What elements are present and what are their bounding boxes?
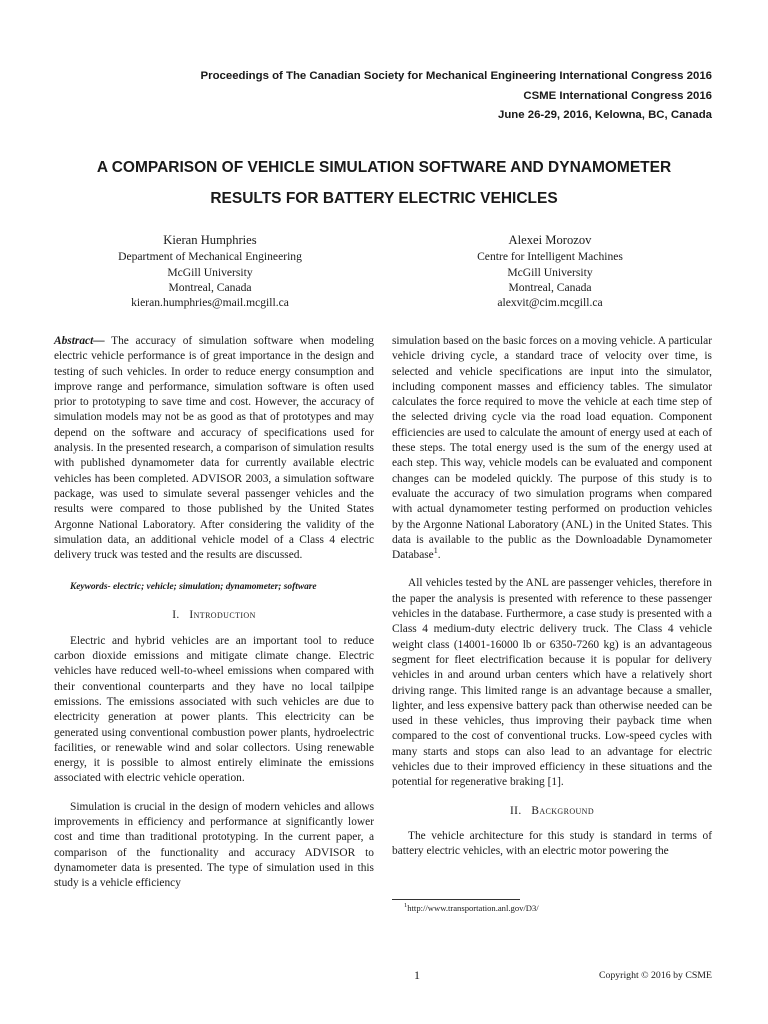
author-university: McGill University (167, 265, 253, 279)
section-heading-background (392, 804, 712, 819)
header-line-3: June 26-29, 2016, Kelowna, BC, Canada (498, 109, 712, 121)
footnote-mark: 1 (404, 902, 408, 910)
right-column (392, 334, 712, 860)
right-paragraph-1 (392, 334, 712, 563)
intro-paragraph-1: Electric and hybrid vehicles are an important tool to reduce carbon dioxide emissions and mitigate climate change. Electric vehicles have reduced well-to-wheel emissions when compared with their conventional counterparts and they have no local tailpipe emissions. The emissions associated with such vehicles are due to electricity generation at power plants. This electricity can be generated using conventional combustion power plants, hydroelectric facilities, or renewable wind and solar collectors. Using renewable energy, it is possible to almost entirely eliminate the emissions associated with electric vehicle operation. (54, 634, 374, 785)
title-line-2: RESULTS FOR BATTERY ELECTRIC VEHICLES (210, 190, 558, 207)
author-location: Montreal, Canada (508, 280, 592, 294)
section-title: Background (531, 804, 595, 817)
right-paragraph-1-end: . (437, 549, 441, 562)
right-paragraph-1-text: simulation based on the basic forces on a moving vehicle. A particular vehicle driving cycle, a standard trace of velocity over time, is selected and vehicle specifications are input into the simulator, including component masses and efficiency tables. The simulator calculates the force required to move the vehicle at each time step of the selected driving cycle via the road load equation. Component efficiencies are used to calculate the amount of energy used at each of these steps. The total energy used is the sum of the energy used at each step. This way, vehicle models can be evaluated and component changes can be modeled quickly. The purpose of this study is to evaluate the accuracy of two simulation programs when compared with actual dynamometer testing performed on production vehicles by the Argonne National Laboratory (ANL) in the United States. This data is available to the public as the Downloadable Dynamometer Database (392, 335, 712, 562)
page-number: 1 (414, 968, 420, 982)
abstract (54, 334, 374, 563)
section-heading-introduction (54, 608, 374, 623)
author-name: Alexei Morozov (508, 233, 592, 247)
author-name: Kieran Humphries (163, 233, 257, 247)
header-line-2: CSME International Congress 2016 (523, 89, 712, 102)
title-line-1: A COMPARISON OF VEHICLE SIMULATION SOFTWARE AND DYNAMOMETER (96, 159, 672, 176)
left-column (54, 334, 374, 892)
section-title: Introduction (189, 609, 256, 622)
section-numeral: I. (172, 609, 180, 622)
footnote-link[interactable]: http://www.transportation.anl.gov/D3/ (407, 903, 539, 913)
author-email: alexvit@cim.mcgill.ca (497, 296, 603, 310)
footnote-divider (392, 899, 520, 900)
background-paragraph-1: The vehicle architecture for this study is standard in terms of battery electric vehicles, with an electric motor powering the (392, 829, 712, 858)
footnote-reference: 1 (433, 546, 438, 556)
author-block-2 (400, 233, 700, 310)
author-university: McGill University (507, 265, 593, 279)
author-email: kieran.humphries@mail.mcgill.ca (131, 296, 289, 310)
abstract-text: The accuracy of simulation software when modeling electric vehicle performance is of great importance in the design and testing of such vehicles. In order to reduce energy consumption and improve range and performance, simulation software is often used prior to prototyping to save time and cost. However, the accuracy of simulation models may not be as good as that of prototypes and may depend on the software and accuracy of specifications used for analysis. In the presented research, a comparison of simulation results with published dynamometer data for currently available electric vehicles has been completed. ADVISOR 2003, a simulation software package, was used to simulate several passenger vehicles and the results were compared to those published by the United States Argonne National Laboratory. After considering the validity of the simulation data, an additional vehicle model of a Class 4 electric delivery truck was tested and the results are discussed. (54, 335, 374, 562)
proceedings-header (201, 67, 712, 126)
author-department: Department of Mechanical Engineering (118, 250, 302, 264)
abstract-label: Abstract— (54, 335, 105, 347)
paper-title (40, 152, 728, 214)
intro-paragraph-2: Simulation is crucial in the design of modern vehicles and allows improvements in efficiency and performance at significantly lower cost and time than traditional prototyping. In the current paper, a comparison of the functionality and accuracy ADVISOR to dynamometer data is presented. The type of simulation used in this study is a vehicle efficiency (54, 800, 374, 890)
header-line-1: Proceedings of The Canadian Society for Mechanical Engineering International Congress 2016 (200, 70, 712, 82)
copyright-notice: Copyright © 2016 by CSME (598, 970, 712, 981)
section-numeral: II. (509, 804, 522, 817)
author-department: Centre for Intelligent Machines (477, 250, 623, 264)
author-location: Montreal, Canada (168, 280, 252, 294)
footnote (404, 903, 539, 913)
right-paragraph-2: All vehicles tested by the ANL are passenger vehicles, therefore in the paper the analysis is presented with reference to these passenger vehicles in the database. Furthermore, a case study is presented with a Class 4 medium-duty electric delivery truck. The Class 4 vehicle weight class (14001-16000 lb or 6350-7260 kg) is an advantageous segment for fleet electrification because it is popular for delivery vehicles in and around urban centers which have a relatively short driving range. This limited range is an advantage because a smaller, lighter, and less expensive battery pack than otherwise needed can be used in these vehicles, thus improving their payback time when compared to the cost of conventional trucks. Low-speed cycles with many starts and stops can also lead to an advantage for electric vehicles due to their improved efficiency in these situations and the potential for regenerative braking [1]. (392, 577, 712, 789)
author-block-1 (60, 233, 360, 310)
keywords: Keywords- electric; vehicle; simulation; dynamometer; software (70, 582, 317, 593)
